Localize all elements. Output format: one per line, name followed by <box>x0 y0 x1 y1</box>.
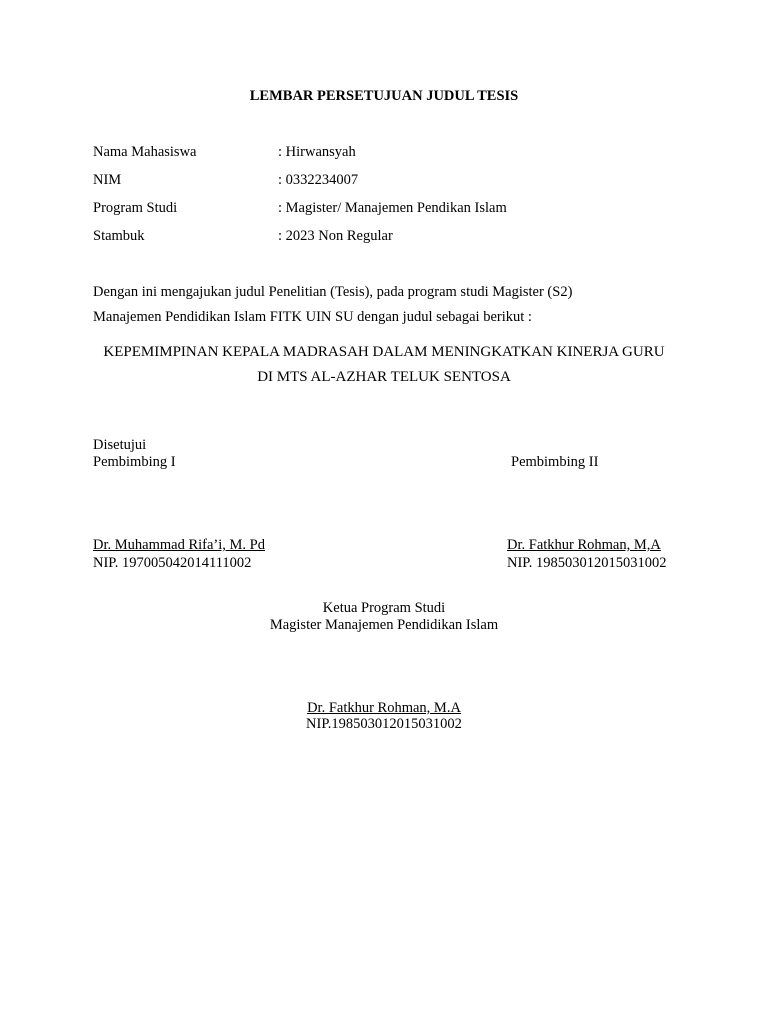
advisor2-role: Pembimbing II <box>511 454 599 470</box>
head-nip: NIP.198503012015031002 <box>306 716 462 732</box>
field-label-nim: NIM <box>93 172 122 188</box>
intro-line-1: Dengan ini mengajukan judul Penelitian (Tesis), pada program studi Magister (S2) <box>93 284 573 300</box>
field-value-stambuk: : 2023 Non Regular <box>278 228 393 244</box>
head-name <box>0 700 768 717</box>
head-name-text: Dr. Fatkhur Rohman, M.A <box>307 700 461 716</box>
head-role-line-1: Ketua Program Studi <box>322 600 446 616</box>
field-value-nim: : 0332234007 <box>278 172 359 188</box>
advisor2-name: Dr. Fatkhur Rohman, M,A <box>507 537 661 553</box>
field-value-nama: : Hirwansyah <box>278 144 356 160</box>
advisor1-nip: NIP. 197005042014111002 <box>93 555 252 571</box>
field-label-program: Program Studi <box>93 200 178 216</box>
thesis-title-line-2: DI MTS AL-AZHAR TELUK SENTOSA <box>257 369 511 385</box>
advisor1-role: Pembimbing I <box>93 454 176 470</box>
intro-line-2: Manajemen Pendidikan Islam FITK UIN SU dengan judul sebagai berikut : <box>93 309 532 325</box>
head-role-line-2: Magister Manajemen Pendidikan Islam <box>269 617 499 633</box>
field-value-program: : Magister/ Manajemen Pendikan Islam <box>278 200 507 216</box>
field-label-stambuk: Stambuk <box>93 228 145 244</box>
document-title: LEMBAR PERSETUJUAN JUDUL TESIS <box>249 88 519 104</box>
thesis-title-line-1: KEPEMIMPINAN KEPALA MADRASAH DALAM MENINGKATKAN KINERJA GURU <box>103 344 665 360</box>
approved-label: Disetujui <box>93 437 147 453</box>
field-label-nama: Nama Mahasiswa <box>93 144 197 160</box>
advisor1-name: Dr. Muhammad Rifa’i, M. Pd <box>93 537 265 553</box>
advisor2-nip: NIP. 198503012015031002 <box>507 555 667 571</box>
